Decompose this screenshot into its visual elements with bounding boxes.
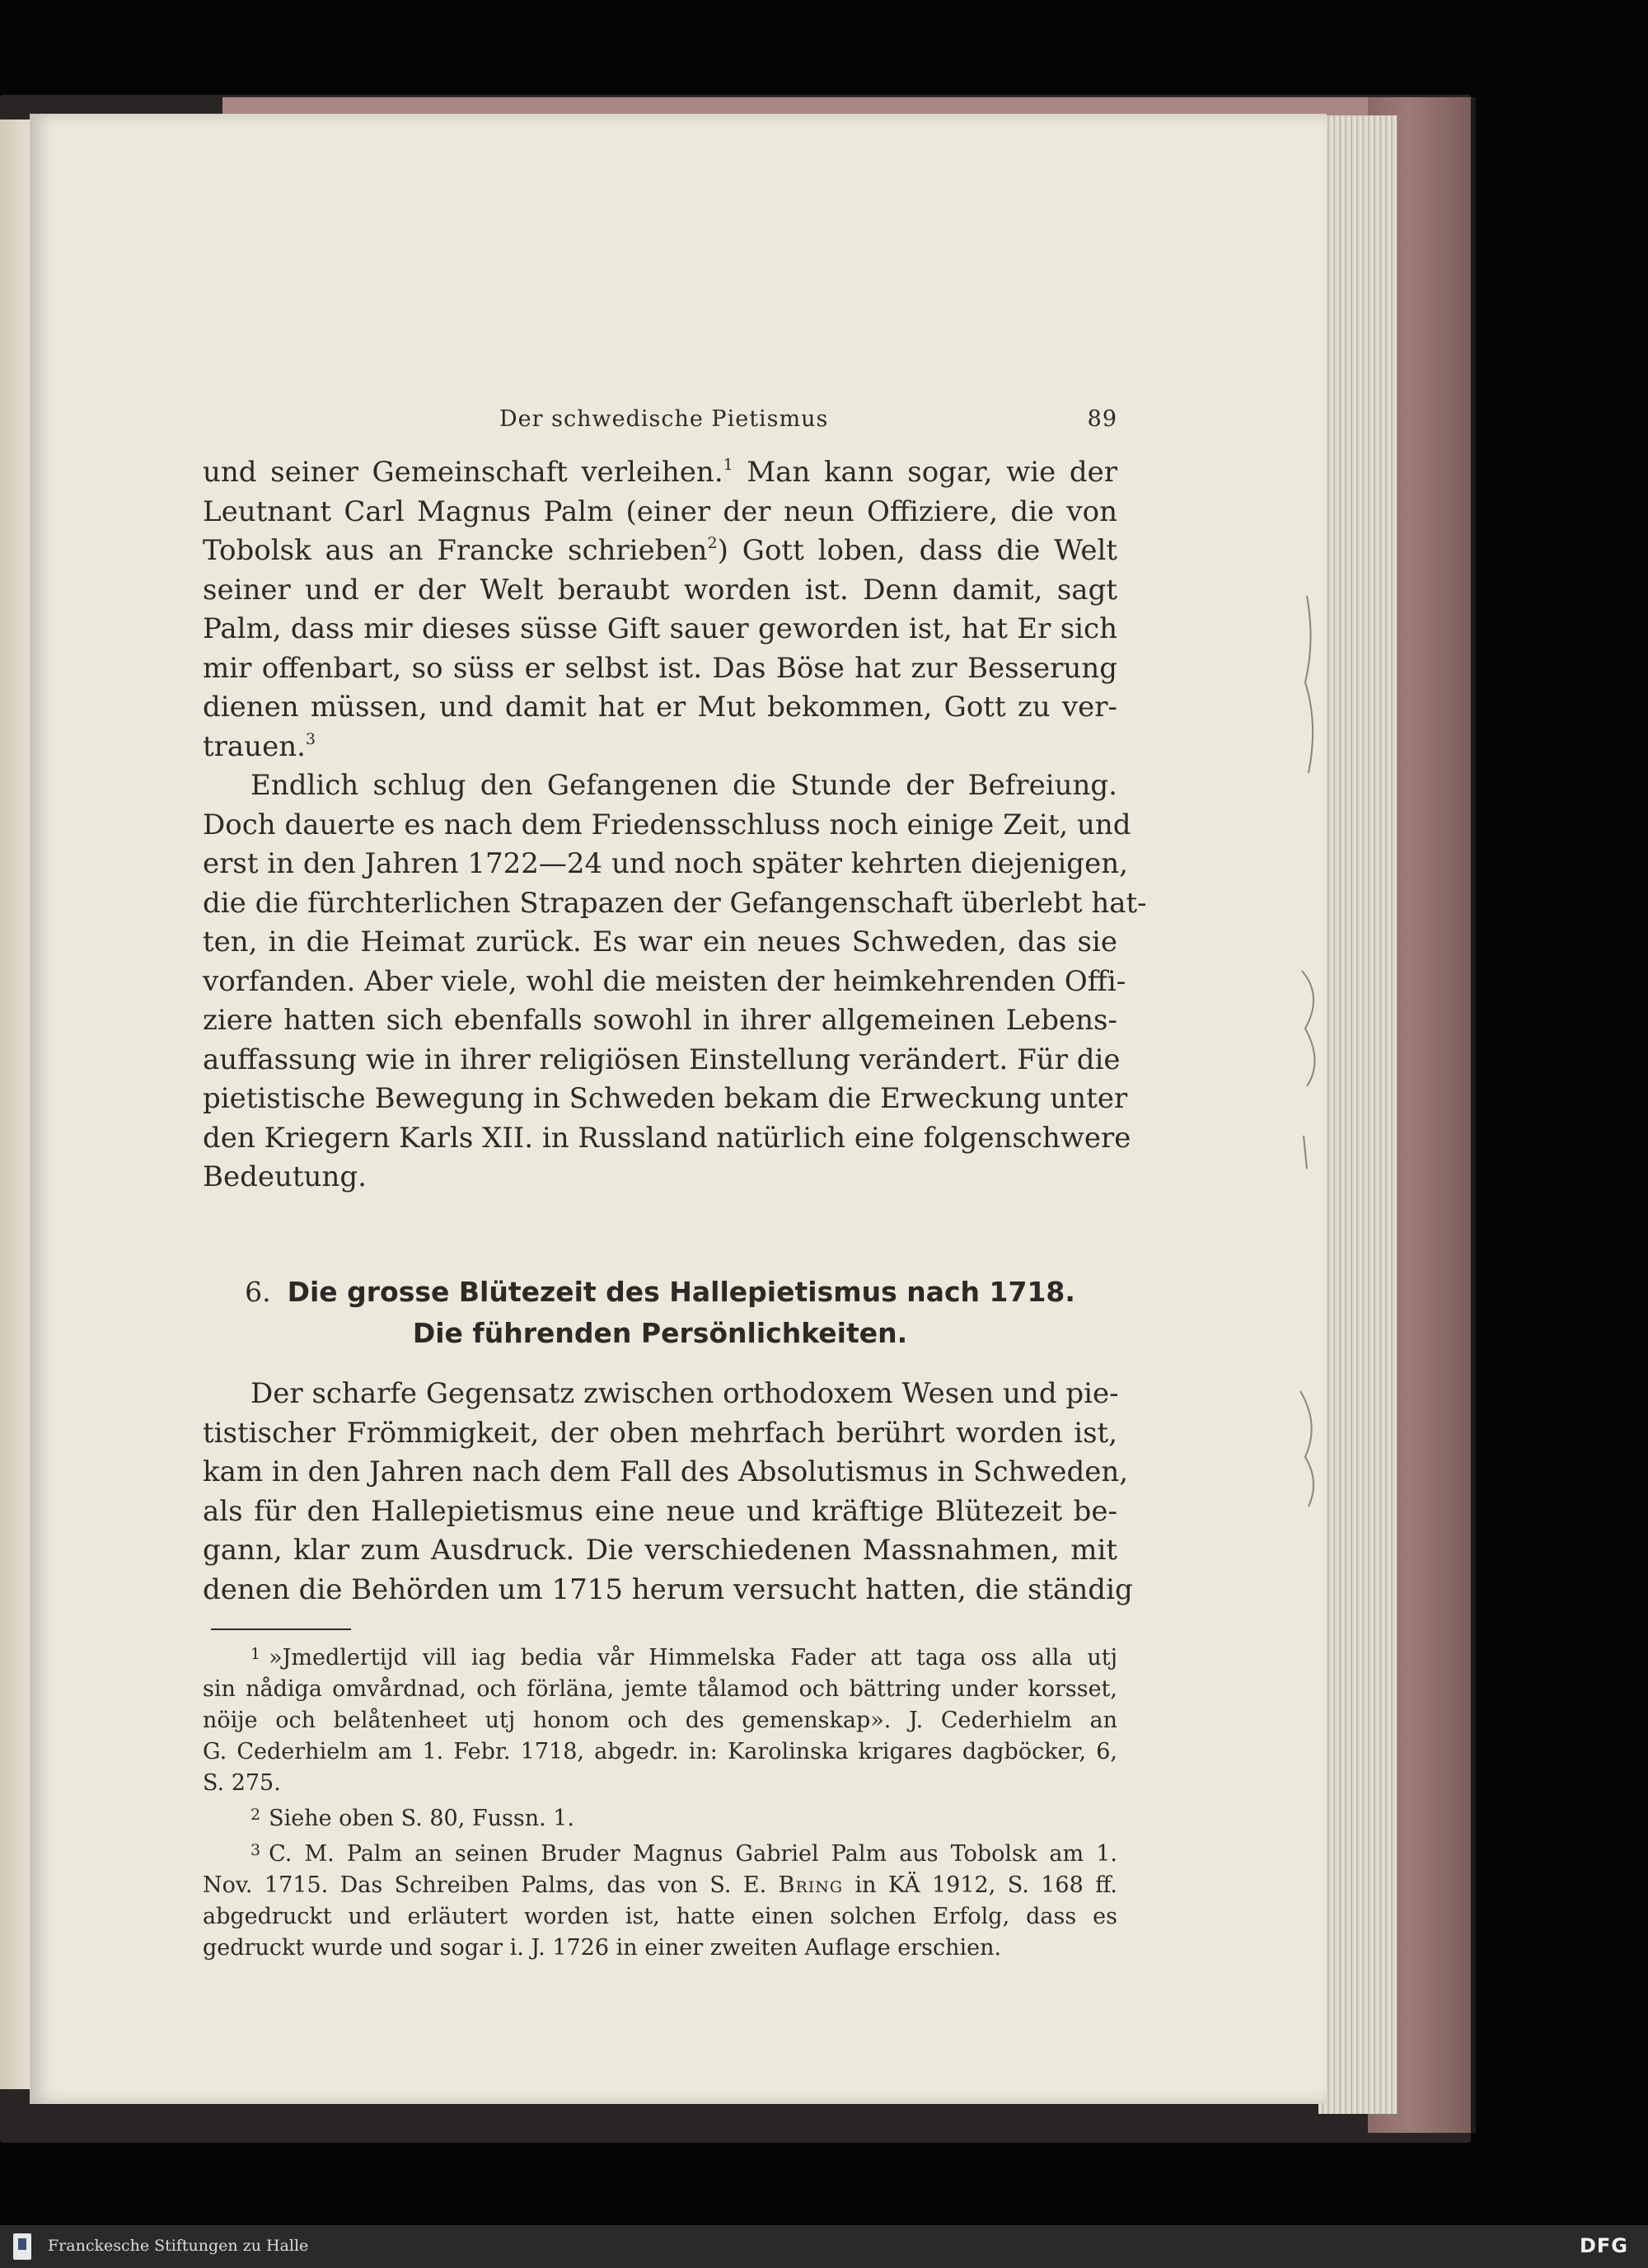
text-line: Endlich schlug den Gefangenen die Stunde der Befreiung.: [250, 769, 1117, 802]
footnote-ref: 3: [305, 729, 316, 748]
section-heading-line-2: Die führenden Persönlichkeiten.: [412, 1317, 908, 1349]
text-line: tistischer Frömmigkeit, der oben mehrfach berührt worden ist,: [203, 1416, 1117, 1450]
institution-label[interactable]: Franckesche Stiftungen zu Halle: [48, 2237, 309, 2255]
dfg-logo[interactable]: DFG: [1579, 2234, 1628, 2257]
footnote-line: Nov. 1715. Das Schreiben Palms, das von S. E. Bring in KÄ 1912, S. 168 ff.: [203, 1872, 1118, 1898]
text-line: die die fürchterlichen Strapazen der Gefangenschaft überlebt hat-: [203, 886, 1147, 920]
text-line: Doch dauerte es nach dem Friedensschluss noch einige Zeit, und: [203, 808, 1131, 841]
footnote-ref: 2: [707, 534, 718, 552]
text-line: auffassung wie in ihrer religiösen Einstellung verändert. Für die: [203, 1043, 1121, 1076]
footnote-mark: 1: [250, 1645, 261, 1663]
text-line: dienen müssen, und damit hat er Mut bekommen, Gott zu ver-: [203, 691, 1117, 724]
footer-bar: [0, 2225, 1648, 2268]
text-line: Tobolsk aus an Francke schrieben$^2$) Gott loben, dass die Welt: [203, 534, 1117, 567]
footnote-1: $^1$ »Jmedlertijd vill iag bedia vår Himmelska Fader att taga oss alla utj: [250, 1645, 1117, 1671]
running-title: Der schwedische Pietismus: [499, 406, 829, 432]
footnote-mark: 3: [250, 1841, 261, 1859]
text-line: Der scharfe Gegensatz zwischen orthodoxem Wesen und pie-: [250, 1377, 1119, 1410]
facing-page-edge: [0, 119, 33, 2089]
author-smallcaps: Bring: [778, 1872, 844, 1898]
text-line: Bedeutung.: [203, 1160, 367, 1193]
footnote-line: G. Cederhielm am 1. Febr. 1718, abgedr. in: Karolinska krigares dagböcker, 6,: [203, 1739, 1117, 1764]
institution-logo-icon: [13, 2233, 31, 2260]
text-line: gann, klar zum Ausdruck. Die verschiedenen Massnahmen, mit: [203, 1534, 1117, 1567]
book-page: [30, 114, 1327, 2104]
section-heading: [203, 1272, 1117, 1354]
text-line: kam in den Jahren nach dem Fall des Absolutismus in Schweden,: [203, 1455, 1129, 1488]
text-line: denen die Behörden um 1715 herum versucht hatten, die ständig: [203, 1572, 1133, 1606]
text-line: trauen.$^3$: [203, 729, 316, 763]
footnote-3: $^3$ C. M. Palm an seinen Bruder Magnus Gabriel Palm aus Tobolsk am 1.: [250, 1841, 1117, 1867]
footnote-ref: 1: [723, 456, 733, 474]
text-line: ten, in die Heimat zurück. Es war ein neues Schweden, das sie: [203, 925, 1117, 958]
text-line: seiner und er der Welt beraubt worden ist. Denn damit, sagt: [203, 573, 1117, 607]
footnote-rule: [211, 1628, 351, 1630]
footnote-line: sin nådiga omvårdnad, och förläna, jemte tålamod och bättring under korsset,: [203, 1676, 1117, 1702]
text-line: pietistische Bewegung in Schweden bekam die Erweckung unter: [203, 1082, 1128, 1115]
page-number: 89: [1087, 406, 1117, 432]
cover-top-strip: [222, 97, 1368, 115]
footnote-line: S. 275.: [203, 1770, 281, 1796]
text-line: Palm, dass mir dieses süsse Gift sauer geworden ist, hat Er sich: [203, 612, 1117, 645]
footnote-line: nöije och belåtenheet utj honom och des gemenskap». J. Cederhielm an: [203, 1708, 1117, 1733]
pencil-margin-marks: [1290, 295, 1340, 1943]
footnote-mark: 2: [250, 1806, 261, 1824]
body-text: [203, 453, 1147, 1197]
body-text-2: [203, 1375, 1133, 1610]
text-line: ziere hatten sich ebenfalls sowohl in ihrer allgemeinen Lebens-: [203, 1004, 1117, 1037]
running-head: [203, 406, 1117, 439]
section-number: 6.: [245, 1276, 271, 1308]
footnote-line: abgedruckt und erläutert worden ist, hatte einen solchen Erfolg, dass es: [203, 1904, 1117, 1929]
text-line: und seiner Gemeinschaft verleihen.$^1$ Man kann sogar, wie der: [203, 456, 1117, 489]
text-line: als für den Hallepietismus eine neue und kräftige Blütezeit be-: [203, 1494, 1117, 1528]
text-line: vorfanden. Aber viele, wohl die meisten der heimkehrenden Offi-: [203, 964, 1126, 998]
footnotes: [203, 1638, 1117, 1964]
footnote-line: gedruckt wurde und sogar i. J. 1726 in einer zweiten Auflage erschien.: [203, 1935, 1002, 1961]
text-line: Leutnant Carl Magnus Palm (einer der neun Offiziere, die von: [203, 494, 1117, 528]
text-line: mir offenbart, so süss er selbst ist. Das Böse hat zur Besserung: [203, 651, 1117, 685]
text-line: erst in den Jahren 1722—24 und noch später kehrten diejenigen,: [203, 847, 1128, 880]
section-heading-line-1: 6. Die grosse Blütezeit des Hallepietismus nach 1718.: [245, 1276, 1075, 1308]
text-line: den Kriegern Karls XII. in Russland natürlich eine folgenschwere: [203, 1121, 1131, 1155]
footnote-2: $^2$ Siehe oben S. 80, Fussn. 1.: [250, 1806, 575, 1831]
